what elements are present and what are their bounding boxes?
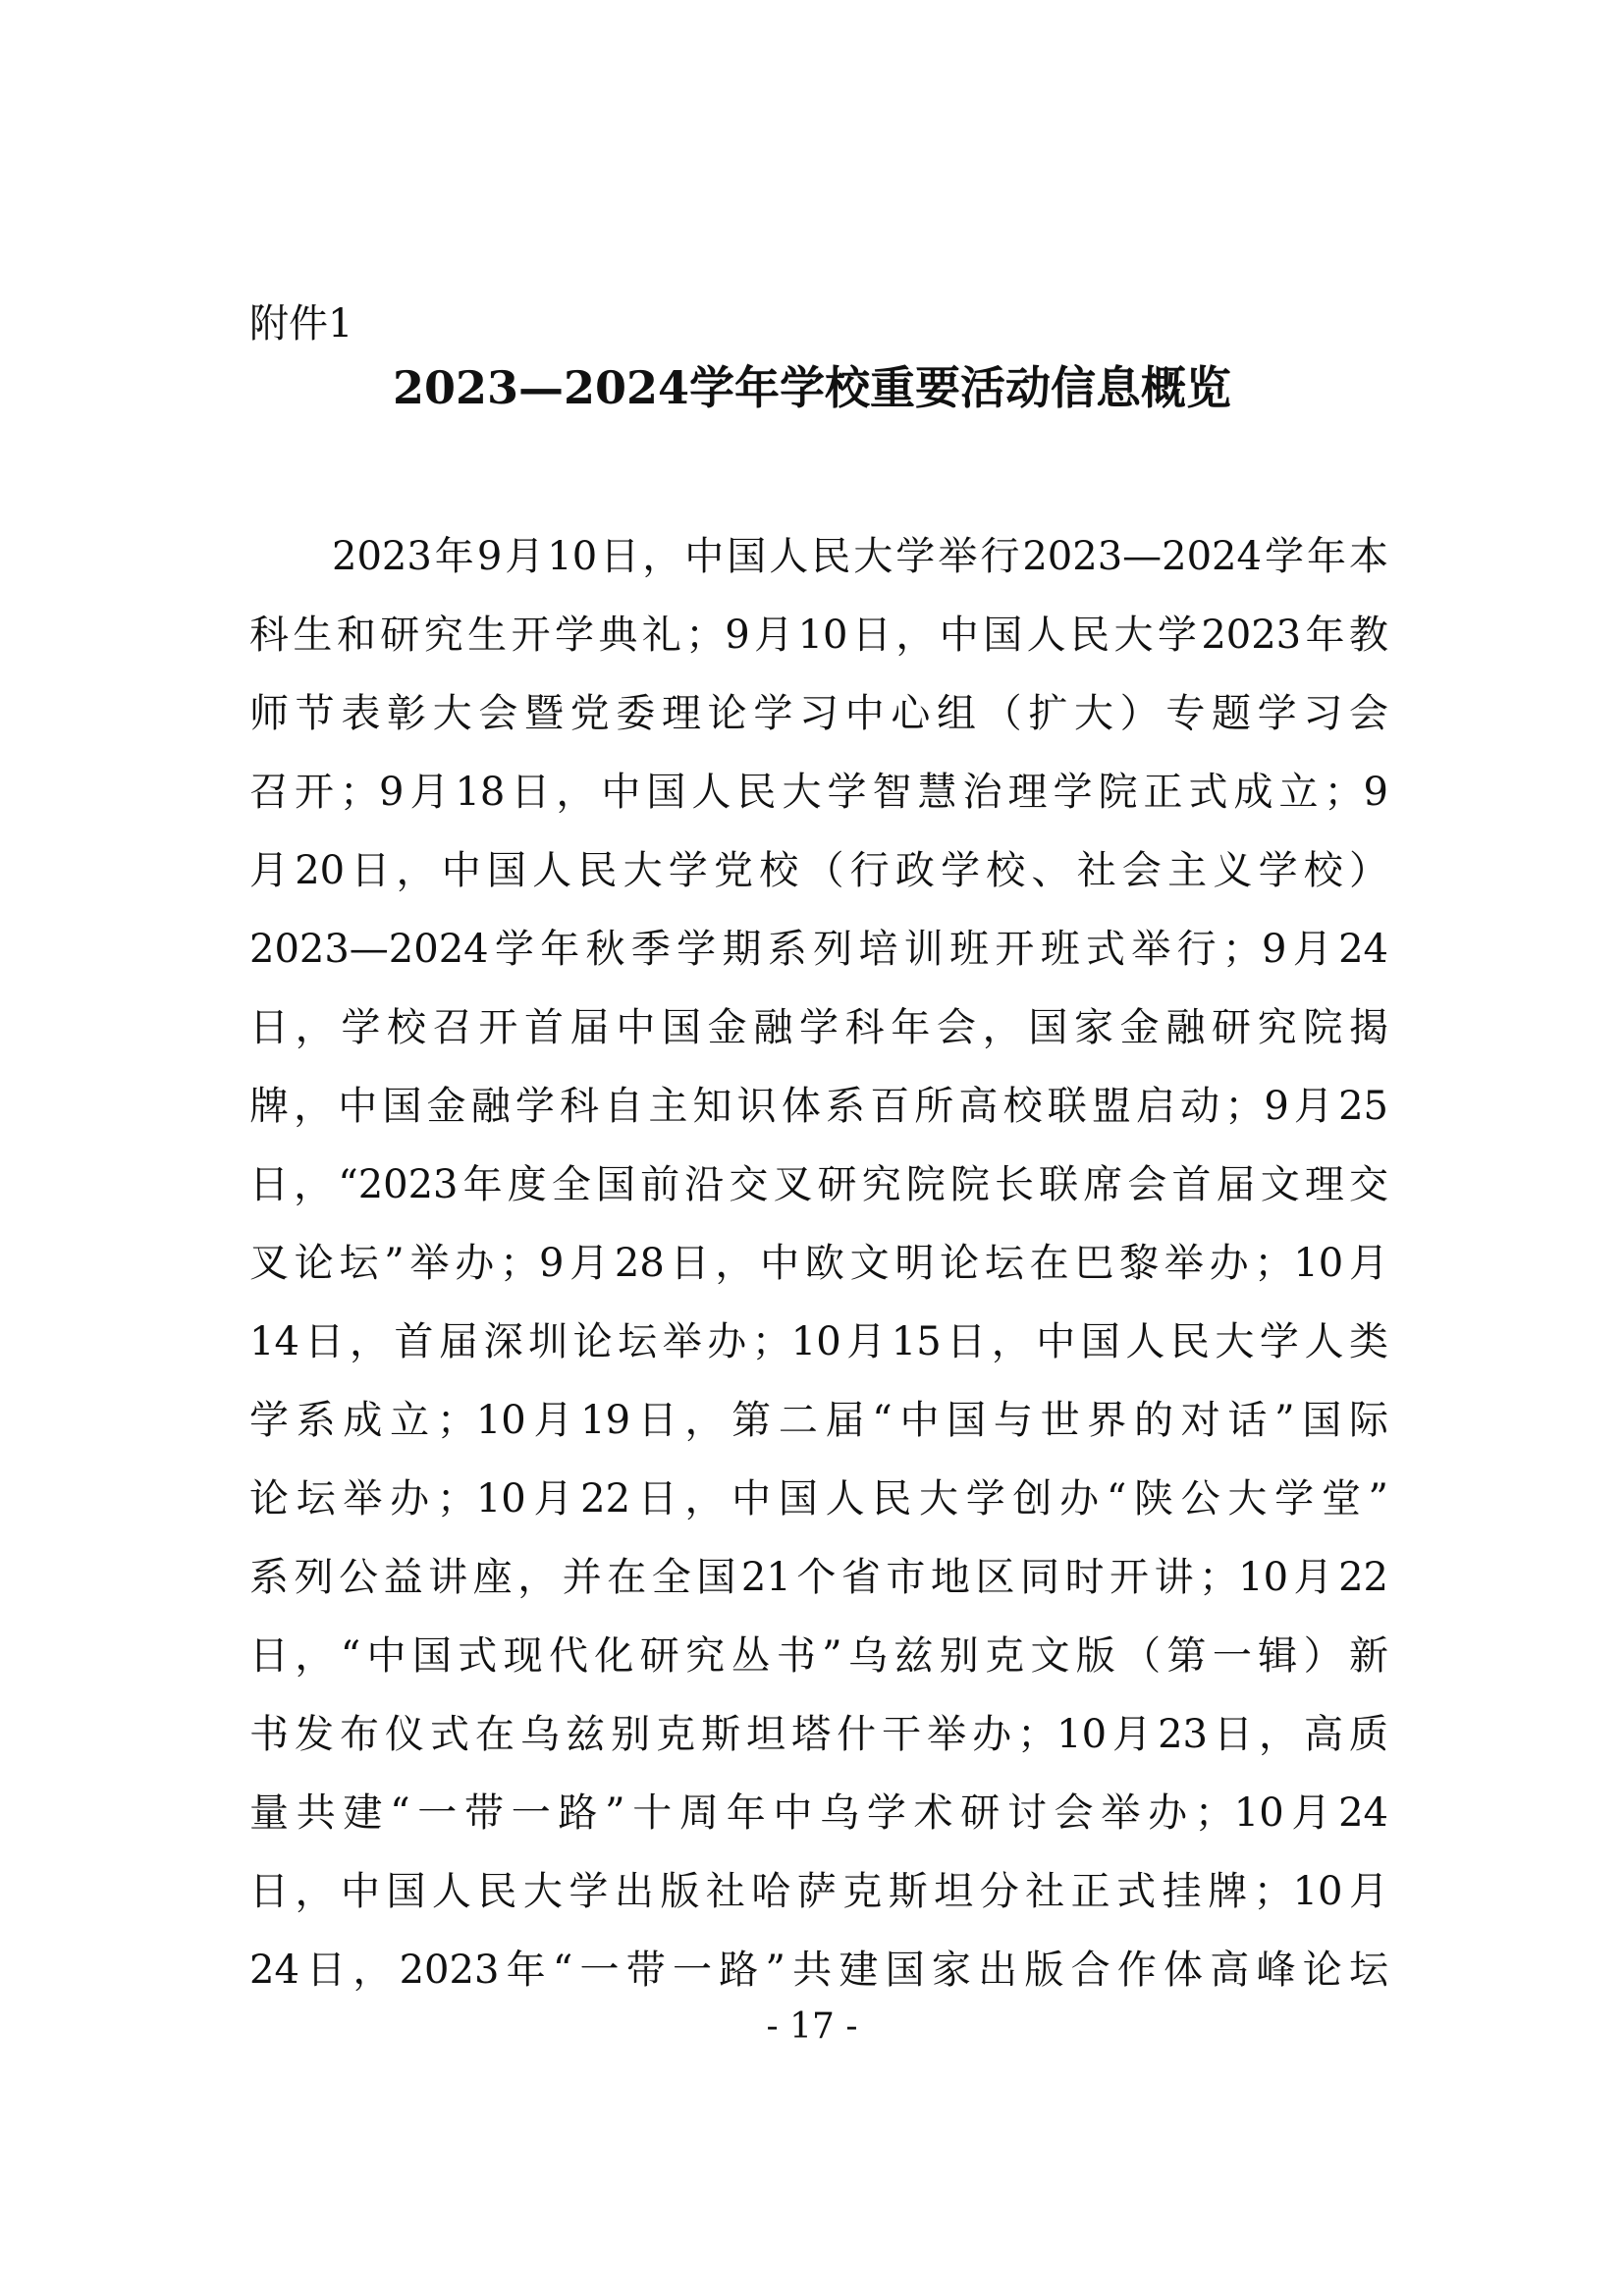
paragraph-line-6: 2023—2024学年秋季学期系列培训班开班式举行；9月24	[249, 927, 1388, 972]
document-title: 2023—2024学年学校重要活动信息概览	[392, 361, 1232, 414]
paragraph-line-11: 14日，首届深圳论坛举办；10月15日，中国人民大学人类	[249, 1319, 1388, 1364]
paragraph-line-1: 2023年9月10日，中国人民大学举行2023—2024学年本	[332, 534, 1388, 579]
body-paragraph	[249, 517, 1388, 2009]
paragraph-line-8: 牌，中国金融学科自主知识体系百所高校联盟启动；9月25	[249, 1084, 1388, 1129]
paragraph-line-16: 书发布仪式在乌兹别克斯坦塔什干举办；10月23日，高质	[249, 1712, 1388, 1757]
paragraph-line-10: 叉论坛”举办；9月28日，中欧文明论坛在巴黎举办；10月	[249, 1241, 1388, 1286]
paragraph-line-2: 科生和研究生开学典礼；9月10日，中国人民大学2023年教	[249, 613, 1388, 658]
paragraph-line-14: 系列公益讲座，并在全国21个省市地区同时开讲；10月22	[249, 1555, 1388, 1600]
paragraph-line-9: 日，“2023年度全国前沿交叉研究院院长联席会首届文理交	[249, 1162, 1388, 1207]
paragraph-line-5: 月20日，中国人民大学党校（行政学校、社会主义学校）	[249, 848, 1388, 893]
paragraph-line-7: 日，学校召开首届中国金融学科年会，国家金融研究院揭	[249, 1005, 1388, 1050]
paragraph-line-17: 量共建“一带一路”十周年中乌学术研讨会举办；10月24	[249, 1790, 1388, 1836]
paragraph-line-12: 学系成立；10月19日，第二届“中国与世界的对话”国际	[249, 1398, 1388, 1443]
page-number: - 17 -	[766, 2006, 858, 2047]
paragraph-line-3: 师节表彰大会暨党委理论学习中心组（扩大）专题学习会	[249, 691, 1388, 736]
paragraph-line-15: 日，“中国式现代化研究丛书”乌兹别克文版（第一辑）新	[249, 1633, 1388, 1679]
paragraph-line-13: 论坛举办；10月22日，中国人民大学创办“陕公大学堂”	[249, 1476, 1388, 1522]
attachment-label: 附件1	[249, 301, 353, 347]
paragraph-line-4: 召开；9月18日，中国人民大学智慧治理学院正式成立；9	[249, 770, 1388, 815]
paragraph-line-19: 24日，2023年“一带一路”共建国家出版合作体高峰论坛	[249, 1948, 1388, 1993]
paragraph-line-18: 日，中国人民大学出版社哈萨克斯坦分社正式挂牌；10月	[249, 1869, 1388, 1914]
